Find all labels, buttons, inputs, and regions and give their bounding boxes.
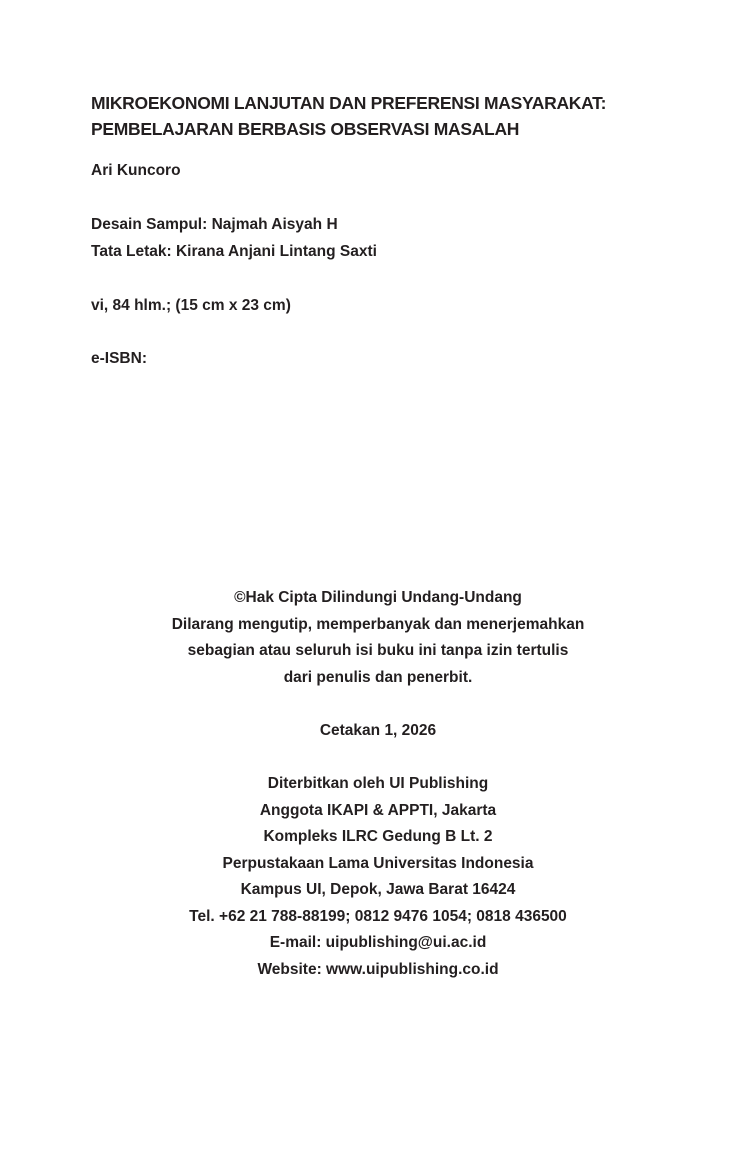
book-title [91, 90, 691, 142]
edition-info [0, 718, 756, 745]
copyright-line-2: Dilarang mengutip, memperbanyak dan menerjemahkan [171, 615, 585, 633]
publisher-line-2: Anggota IKAPI & APPTI, Jakarta [259, 801, 497, 819]
author-name: Ari Kuncoro [91, 162, 181, 179]
publisher-line-1: Diterbitkan oleh UI Publishing [267, 775, 489, 792]
publisher-line-3: Kompleks ILRC Gedung B Lt. 2 [263, 828, 493, 845]
copyright-line-4: dari penulis dan penerbit. [283, 668, 473, 686]
book-title-line-2: PEMBELAJARAN BERBASIS OBSERVASI MASALAH [91, 119, 520, 139]
layout-credit: Tata Letak: Kirana Anjani Lintang Saxti [91, 243, 377, 260]
publisher-email: E-mail: uipublishing@ui.ac.id [269, 934, 487, 951]
copyright-line-3: sebagian atau seluruh isi buku ini tanpa izin tertulis [187, 642, 569, 659]
edition-line: Cetakan 1, 2026 [319, 722, 437, 739]
book-title-line-1: MIKROEKONOMI LANJUTAN DAN PREFERENSI MASYARAKAT: [91, 93, 607, 113]
copyright-line-1: ©Hak Cipta Dilindungi Undang-Undang [234, 589, 522, 606]
publisher-info [0, 771, 756, 983]
copyright-notice [0, 585, 756, 691]
publisher-line-6: Tel. +62 21 788-88199; 0812 9476 1054; 0818 436500 [189, 907, 567, 925]
publisher-line-5: Kampus UI, Depok, Jawa Barat 16424 [240, 881, 516, 898]
isbn-label: e-ISBN: [91, 350, 147, 367]
cover-design-credit: Desain Sampul: Najmah Aisyah H [91, 216, 338, 233]
publisher-line-4: Perpustakaan Lama Universitas Indonesia [222, 854, 534, 872]
publisher-website: Website: www.uipublishing.co.id [257, 960, 499, 978]
physical-description: vi, 84 hlm.; (15 cm x 23 cm) [91, 297, 291, 314]
